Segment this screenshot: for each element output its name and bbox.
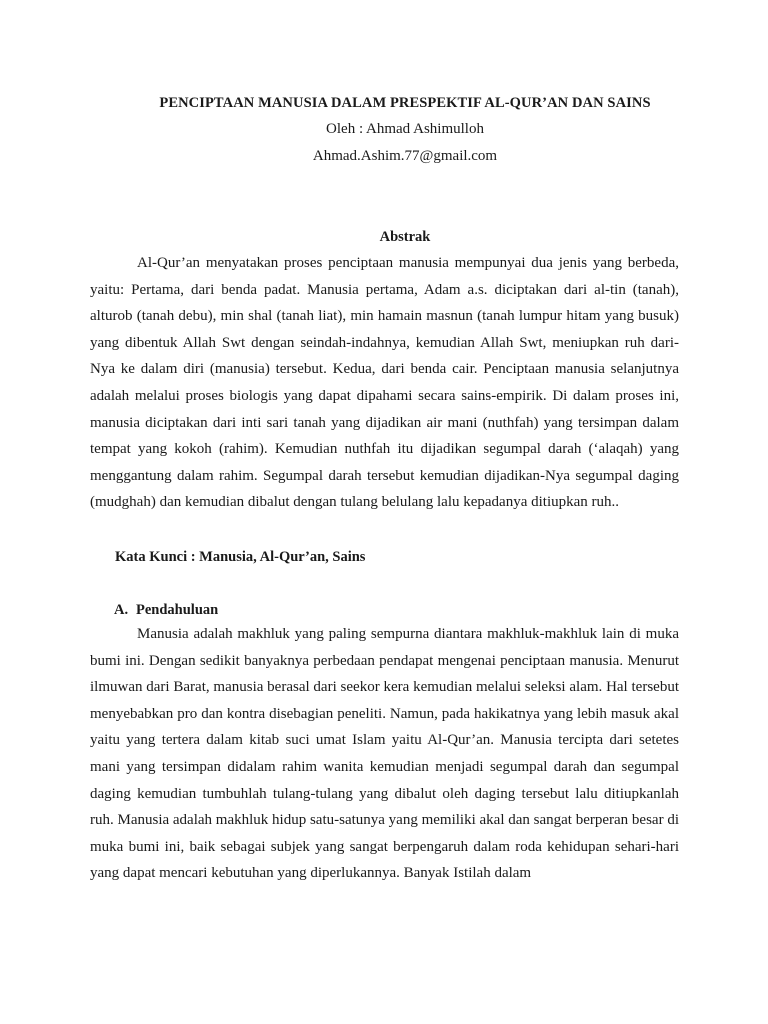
section-heading: [114, 600, 218, 620]
author-email: Ahmad.Ashim.77@gmail.com: [312, 148, 498, 164]
author-line: Oleh : Ahmad Ashimulloh: [326, 121, 484, 137]
section-number: A.: [114, 602, 129, 618]
paper-title: PENCIPTAAN MANUSIA DALAM PRESPEKTIF AL-QUR’AN DAN SAINS: [159, 95, 651, 111]
abstract-body: Al-Qur’an menyatakan proses penciptaan manusia mempunyai dua jenis yang berbeda, yaitu: Pertama, dari benda padat. Manusia pertama, Adam a.s. diciptakan dari al-tin (tanah), alturob (tanah debu), min shal (tanah liat), min hamain masnun (tanah lumpur hitam yang busuk) yang dibentuk Allah Swt dengan seindah-indahnya, kemudian Allah Swt, meniupkan ruh dari-Nya ke dalam diri (manusia) tersebut. Kedua, dari benda cair. Penciptaan manusia selanjutnya adalah melalui proses biologis yang dapat dipahami secara sains-empirik. Di dalam proses ini, manusia diciptakan dari inti sari tanah yang dijadikan air mani (nuthfah) yang tersimpan dalam tempat yang kokoh (rahim). Kemudian nuthfah itu dijadikan segumpal darah (‘alaqah) yang menggantung dalam rahim. Segumpal darah tersebut kemudian dijadikan-Nya segumpal daging (mudghah) dan kemudian dibalut dengan tulang belulang lalu kepadanya ditiupkan ruh..: [90, 255, 679, 511]
introduction-body: Manusia adalah makhluk yang paling sempurna diantara makhluk-makhluk lain di muka bumi ini. Dengan sedikit banyaknya perbedaan pendapat mengenai penciptaan manusia. Menurut ilmuwan dari Barat, manusia berasal dari seekor kera kemudian melalui seleksi alam. Hal tersebut menyebabkan pro dan kontra disebagian peneliti. Namun, pada hakikatnya yang lebih masuk akal yaitu yang tertera dalam kitab suci umat Islam yaitu Al-Qur’an. Manusia tercipta dari setetes mani yang tersimpan didalam rahim wanita kemudian menjadi segumpal darah dan segumpal daging kemudian tumbuhlah tulang-tulang yang dibalut oleh daging tersebut lalu ditiupkanlah ruh. Manusia adalah makhluk hidup satu-satunya yang memiliki akal dan sangat berperan besar di muka bumi ini, baik sebagai subjek yang sangat berpengaruh dalam roda kehidupan sehari-hari yang dapat mencari kebutuhan yang diperlukannya. Banyak Istilah dalam: [90, 626, 679, 882]
abstract-heading: Abstrak: [379, 229, 431, 245]
section-title: Pendahuluan: [136, 602, 219, 618]
keywords: Kata Kunci : Manusia, Al-Qur’an, Sains: [115, 549, 366, 565]
